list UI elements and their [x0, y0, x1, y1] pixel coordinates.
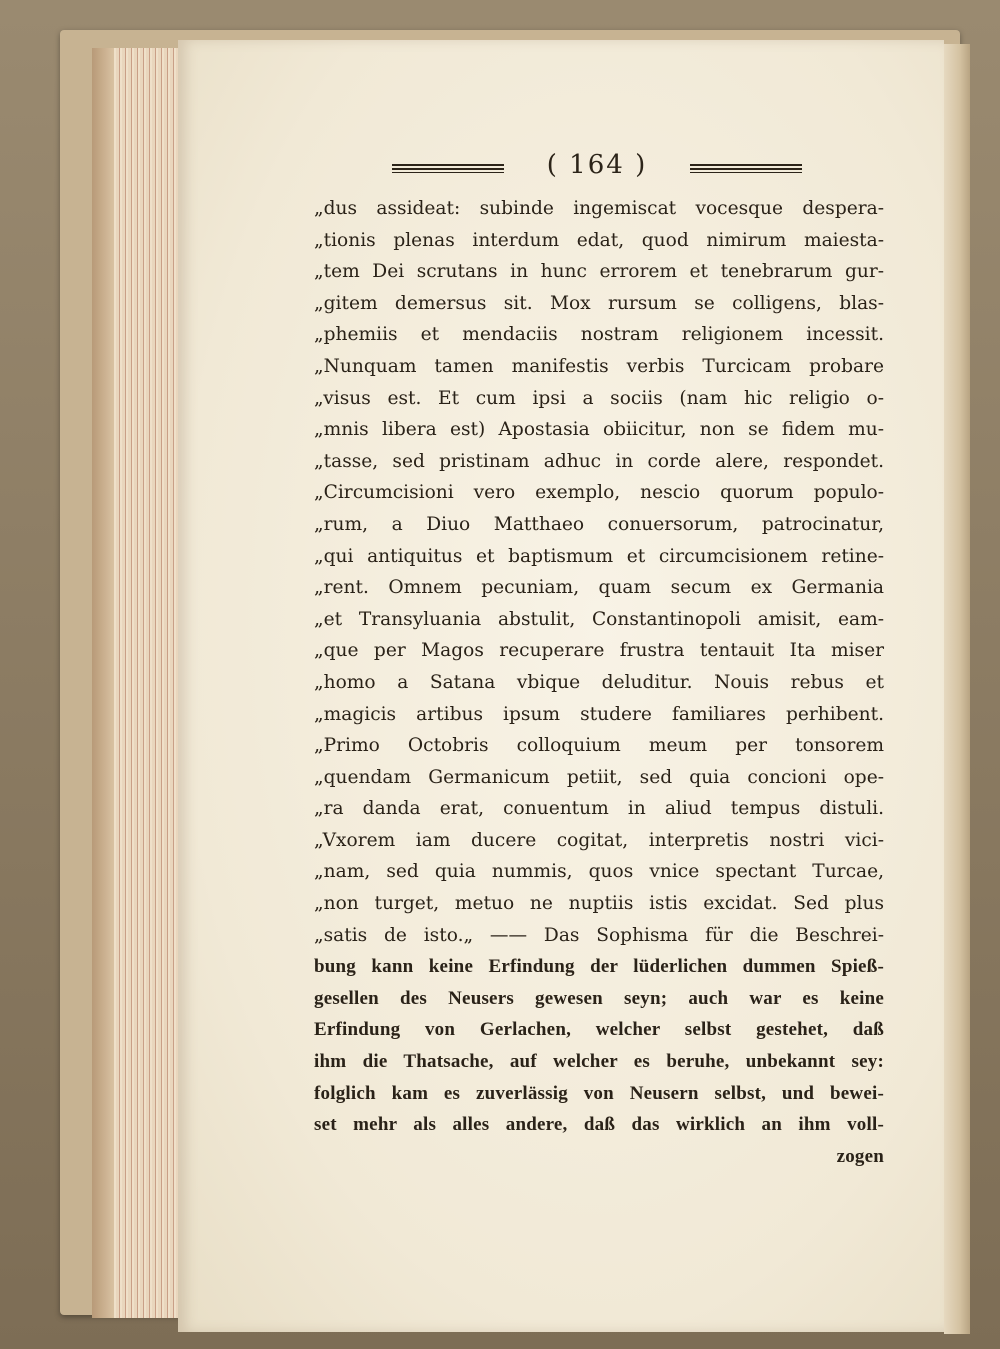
text-line: „mnis libera est) Apostasia obiicitur, non se fidem mu- [314, 419, 884, 441]
text-line: „qui antiquitus et baptismum et circumcisionem retine- [314, 545, 884, 567]
text-line: „quendam Germanicum petiit, sed quia concioni ope- [314, 766, 884, 788]
text-line: „rum, a Diuo Matthaeo conuersorum, patrocinatur, [314, 513, 884, 535]
text-block [314, 193, 884, 1172]
text-line: „magicis artibus ipsum studere familiares perhibent. [314, 703, 884, 725]
page-edges [92, 48, 182, 1318]
page-header [392, 150, 802, 186]
text-line: „non turget, metuo ne nuptiis istis excidat. Sed plus [314, 893, 884, 915]
text-line: bung kann keine Erfindung der lüderlichen dummen Spieß- [314, 956, 884, 978]
text-line: ihm die Thatsache, auf welcher es beruhe, unbekannt sey: [314, 1051, 884, 1073]
text-line: „phemiis et mendaciis nostram religionem incessit. [314, 324, 884, 346]
text-line: „rent. Omnem pecuniam, quam secum ex Germania [314, 577, 884, 599]
header-rule-right [690, 164, 802, 173]
text-line: set mehr als alles andere, daß das wirklich an ihm voll- [314, 1114, 884, 1136]
text-line: Erfindung von Gerlachen, welcher selbst gestehet, daß [314, 1019, 884, 1041]
text-line: „tem Dei scrutans in hunc errorem et tenebrarum gur- [314, 261, 884, 283]
text-line: „satis de isto.„ —— Das Sophisma für die Beschrei- [314, 924, 884, 946]
text-line: „gitem demersus sit. Mox rursum se colligens, blas- [314, 292, 884, 314]
gutter-edge [944, 44, 970, 1334]
text-line: „Circumcisioni vero exemplo, nescio quorum populo- [314, 482, 884, 504]
text-line: gesellen des Neusers gewesen seyn; auch war es keine [314, 987, 884, 1009]
catchword: zogen [836, 1145, 884, 1167]
text-line: „Vxorem iam ducere cogitat, interpretis nostri vici- [314, 829, 884, 851]
text-line: folglich kam es zuverlässig von Neusern selbst, und bewei- [314, 1082, 884, 1104]
text-line: „tasse, sed pristinam adhuc in corde alere, respondet. [314, 450, 884, 472]
text-line: „homo a Satana vbique deluditur. Nouis rebus et [314, 671, 884, 693]
text-line: „nam, sed quia nummis, quos vnice spectant Turcae, [314, 861, 884, 883]
text-line: „tionis plenas interdum edat, quod nimirum maiesta- [314, 229, 884, 251]
text-line: „dus assideat: subinde ingemiscat vocesque despera- [314, 198, 884, 219]
text-line: „ra danda erat, conuentum in aliud tempus distuli. [314, 798, 884, 820]
text-line: „Nunquam tamen manifestis verbis Turcicam probare [314, 355, 884, 377]
text-line: „et Transyluania abstulit, Constantinopoli amisit, eam- [314, 608, 884, 630]
text-line: „que per Magos recuperare frustra tentauit Ita miser [314, 640, 884, 662]
text-line: „Primo Octobris colloquium meum per tonsorem [314, 735, 884, 757]
page-number: ( 164 ) [546, 150, 648, 180]
text-line: „visus est. Et cum ipsi a sociis (nam hic religio o- [314, 387, 884, 409]
